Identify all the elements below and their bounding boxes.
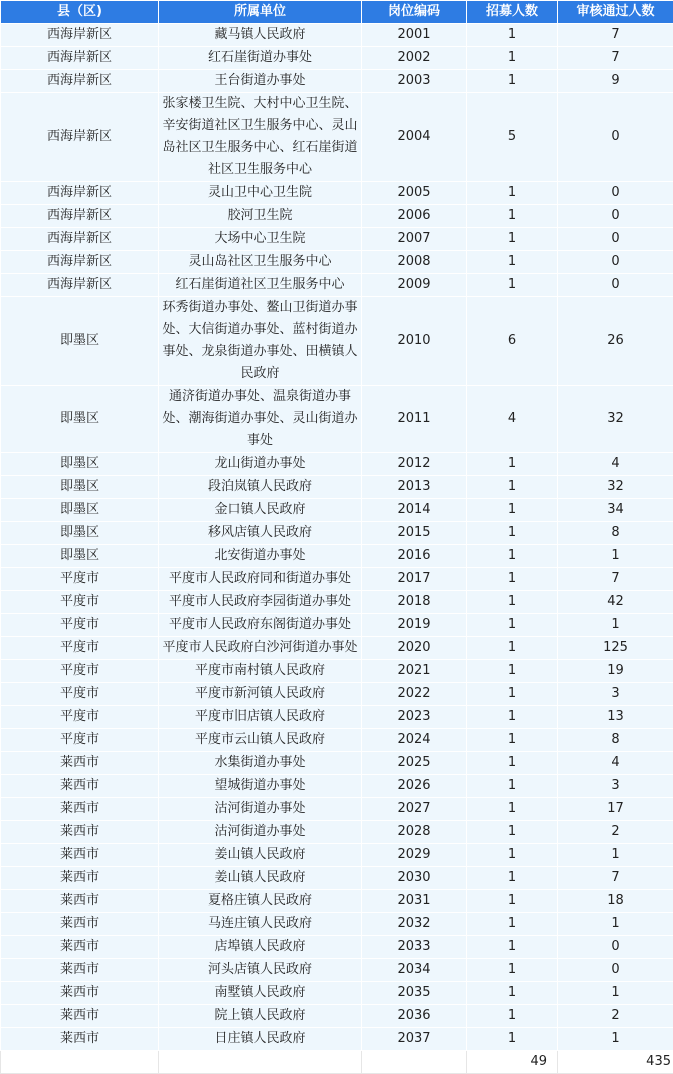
unit-cell: 北安街道办事处 <box>159 545 362 568</box>
total-recruit-count: 49 <box>467 1051 558 1074</box>
unit-cell: 大场中心卫生院 <box>159 228 362 251</box>
code-cell: 2012 <box>362 453 467 476</box>
table-row <box>1 890 673 913</box>
county-cell: 西海岸新区 <box>1 228 159 251</box>
unit-cell: 沽河街道办事处 <box>159 821 362 844</box>
code-cell: 2003 <box>362 70 467 93</box>
recruit-count-cell: 1 <box>467 683 558 706</box>
totals-empty-cell <box>362 1051 467 1074</box>
unit-cell: 平度市人民政府李园街道办事处 <box>159 591 362 614</box>
county-cell: 西海岸新区 <box>1 24 159 47</box>
code-cell: 2024 <box>362 729 467 752</box>
recruit-count-cell: 1 <box>467 913 558 936</box>
unit-cell: 段泊岚镇人民政府 <box>159 476 362 499</box>
table-row <box>1 205 673 228</box>
table-row <box>1 70 673 93</box>
passed-count-cell: 18 <box>558 890 673 913</box>
county-cell: 平度市 <box>1 729 159 752</box>
unit-cell: 红石崖街道办事处 <box>159 47 362 70</box>
unit-cell: 平度市新河镇人民政府 <box>159 683 362 706</box>
recruit-count-cell: 1 <box>467 476 558 499</box>
unit-cell: 姜山镇人民政府 <box>159 844 362 867</box>
county-cell: 西海岸新区 <box>1 251 159 274</box>
recruit-count-cell: 1 <box>467 24 558 47</box>
county-cell: 平度市 <box>1 706 159 729</box>
code-cell: 2008 <box>362 251 467 274</box>
table-row <box>1 228 673 251</box>
code-cell: 2007 <box>362 228 467 251</box>
code-cell: 2014 <box>362 499 467 522</box>
table-header-row <box>1 1 673 24</box>
unit-cell: 望城街道办事处 <box>159 775 362 798</box>
code-cell: 2010 <box>362 297 467 386</box>
unit-cell: 金口镇人民政府 <box>159 499 362 522</box>
county-cell: 平度市 <box>1 568 159 591</box>
table-row <box>1 1028 673 1051</box>
passed-count-cell: 32 <box>558 476 673 499</box>
totals-empty-cell <box>1 1051 159 1074</box>
passed-count-cell: 7 <box>558 24 673 47</box>
recruit-count-cell: 1 <box>467 182 558 205</box>
code-cell: 2033 <box>362 936 467 959</box>
code-cell: 2004 <box>362 93 467 182</box>
unit-cell: 平度市旧店镇人民政府 <box>159 706 362 729</box>
passed-count-cell: 1 <box>558 844 673 867</box>
county-cell: 莱西市 <box>1 752 159 775</box>
header-unit: 所属单位 <box>159 1 362 24</box>
code-cell: 2028 <box>362 821 467 844</box>
code-cell: 2009 <box>362 274 467 297</box>
passed-count-cell: 1 <box>558 614 673 637</box>
recruit-count-cell: 1 <box>467 936 558 959</box>
table-row <box>1 867 673 890</box>
county-cell: 莱西市 <box>1 821 159 844</box>
passed-count-cell: 1 <box>558 1028 673 1051</box>
header-code: 岗位编码 <box>362 1 467 24</box>
unit-cell: 张家楼卫生院、大村中心卫生院、辛安街道社区卫生服务中心、灵山岛社区卫生服务中心、红石崖街道社区卫生服务中心 <box>159 93 362 182</box>
code-cell: 2031 <box>362 890 467 913</box>
unit-cell: 平度市人民政府东阁街道办事处 <box>159 614 362 637</box>
table-row <box>1 545 673 568</box>
recruit-count-cell: 1 <box>467 798 558 821</box>
county-cell: 即墨区 <box>1 386 159 453</box>
county-cell: 莱西市 <box>1 913 159 936</box>
county-cell: 莱西市 <box>1 890 159 913</box>
unit-cell: 水集街道办事处 <box>159 752 362 775</box>
passed-count-cell: 125 <box>558 637 673 660</box>
unit-cell: 平度市人民政府白沙河街道办事处 <box>159 637 362 660</box>
unit-cell: 通济街道办事处、温泉街道办事处、潮海街道办事处、灵山街道办事处 <box>159 386 362 453</box>
county-cell: 西海岸新区 <box>1 274 159 297</box>
code-cell: 2025 <box>362 752 467 775</box>
recruit-count-cell: 1 <box>467 775 558 798</box>
county-cell: 平度市 <box>1 614 159 637</box>
code-cell: 2021 <box>362 660 467 683</box>
recruit-count-cell: 1 <box>467 545 558 568</box>
passed-count-cell: 7 <box>558 867 673 890</box>
recruit-count-cell: 1 <box>467 47 558 70</box>
county-cell: 莱西市 <box>1 1028 159 1051</box>
unit-cell: 平度市人民政府同和街道办事处 <box>159 568 362 591</box>
county-cell: 即墨区 <box>1 453 159 476</box>
passed-count-cell: 19 <box>558 660 673 683</box>
county-cell: 即墨区 <box>1 522 159 545</box>
county-cell: 平度市 <box>1 591 159 614</box>
unit-cell: 南墅镇人民政府 <box>159 982 362 1005</box>
unit-cell: 灵山岛社区卫生服务中心 <box>159 251 362 274</box>
unit-cell: 店埠镇人民政府 <box>159 936 362 959</box>
county-cell: 即墨区 <box>1 545 159 568</box>
unit-cell: 沽河街道办事处 <box>159 798 362 821</box>
passed-count-cell: 1 <box>558 982 673 1005</box>
county-cell: 西海岸新区 <box>1 93 159 182</box>
recruit-count-cell: 1 <box>467 251 558 274</box>
county-cell: 西海岸新区 <box>1 70 159 93</box>
recruit-count-cell: 1 <box>467 1005 558 1028</box>
recruit-count-cell: 1 <box>467 1028 558 1051</box>
county-cell: 莱西市 <box>1 775 159 798</box>
code-cell: 2022 <box>362 683 467 706</box>
unit-cell: 夏格庄镇人民政府 <box>159 890 362 913</box>
table-row <box>1 47 673 70</box>
passed-count-cell: 9 <box>558 70 673 93</box>
table-row <box>1 386 673 453</box>
passed-count-cell: 26 <box>558 297 673 386</box>
code-cell: 2002 <box>362 47 467 70</box>
unit-cell: 胶河卫生院 <box>159 205 362 228</box>
totals-row <box>1 1051 673 1074</box>
passed-count-cell: 0 <box>558 936 673 959</box>
table-row <box>1 982 673 1005</box>
passed-count-cell: 0 <box>558 93 673 182</box>
table-row <box>1 936 673 959</box>
recruit-count-cell: 1 <box>467 205 558 228</box>
county-cell: 莱西市 <box>1 1005 159 1028</box>
recruit-count-cell: 1 <box>467 867 558 890</box>
recruit-count-cell: 5 <box>467 93 558 182</box>
table-row <box>1 251 673 274</box>
code-cell: 2013 <box>362 476 467 499</box>
county-cell: 即墨区 <box>1 297 159 386</box>
code-cell: 2023 <box>362 706 467 729</box>
passed-count-cell: 1 <box>558 913 673 936</box>
code-cell: 2027 <box>362 798 467 821</box>
county-cell: 西海岸新区 <box>1 47 159 70</box>
recruit-count-cell: 1 <box>467 752 558 775</box>
code-cell: 2035 <box>362 982 467 1005</box>
unit-cell: 移风店镇人民政府 <box>159 522 362 545</box>
code-cell: 2030 <box>362 867 467 890</box>
county-cell: 即墨区 <box>1 499 159 522</box>
table-row <box>1 499 673 522</box>
table-row <box>1 844 673 867</box>
passed-count-cell: 8 <box>558 729 673 752</box>
passed-count-cell: 34 <box>558 499 673 522</box>
table-row <box>1 1005 673 1028</box>
header-county: 县（区) <box>1 1 159 24</box>
recruit-count-cell: 1 <box>467 591 558 614</box>
passed-count-cell: 0 <box>558 251 673 274</box>
unit-cell: 河头店镇人民政府 <box>159 959 362 982</box>
table-row <box>1 453 673 476</box>
county-cell: 莱西市 <box>1 959 159 982</box>
unit-cell: 环秀街道办事处、鳌山卫街道办事处、大信街道办事处、蓝村街道办事处、龙泉街道办事处、田横镇人民政府 <box>159 297 362 386</box>
total-passed-count: 435 <box>558 1051 673 1074</box>
recruit-count-cell: 1 <box>467 568 558 591</box>
county-cell: 西海岸新区 <box>1 182 159 205</box>
passed-count-cell: 0 <box>558 182 673 205</box>
passed-count-cell: 4 <box>558 453 673 476</box>
unit-cell: 平度市云山镇人民政府 <box>159 729 362 752</box>
passed-count-cell: 32 <box>558 386 673 453</box>
recruit-count-cell: 1 <box>467 821 558 844</box>
recruit-count-cell: 4 <box>467 386 558 453</box>
unit-cell: 龙山街道办事处 <box>159 453 362 476</box>
recruit-count-cell: 1 <box>467 637 558 660</box>
table-row <box>1 522 673 545</box>
county-cell: 平度市 <box>1 637 159 660</box>
passed-count-cell: 3 <box>558 683 673 706</box>
recruit-count-cell: 1 <box>467 614 558 637</box>
passed-count-cell: 4 <box>558 752 673 775</box>
code-cell: 2037 <box>362 1028 467 1051</box>
table-row <box>1 476 673 499</box>
table-row <box>1 706 673 729</box>
passed-count-cell: 7 <box>558 47 673 70</box>
recruit-count-cell: 1 <box>467 274 558 297</box>
code-cell: 2001 <box>362 24 467 47</box>
table-row <box>1 614 673 637</box>
county-cell: 即墨区 <box>1 476 159 499</box>
code-cell: 2018 <box>362 591 467 614</box>
table-row <box>1 798 673 821</box>
unit-cell: 平度市南村镇人民政府 <box>159 660 362 683</box>
passed-count-cell: 13 <box>558 706 673 729</box>
table-row <box>1 637 673 660</box>
county-cell: 莱西市 <box>1 982 159 1005</box>
county-cell: 平度市 <box>1 660 159 683</box>
table-row <box>1 93 673 182</box>
code-cell: 2026 <box>362 775 467 798</box>
passed-count-cell: 3 <box>558 775 673 798</box>
header-recruit-count: 招募人数 <box>467 1 558 24</box>
passed-count-cell: 2 <box>558 1005 673 1028</box>
recruit-count-cell: 1 <box>467 499 558 522</box>
county-cell: 西海岸新区 <box>1 205 159 228</box>
recruit-count-cell: 1 <box>467 890 558 913</box>
recruit-count-cell: 1 <box>467 729 558 752</box>
table-body <box>1 24 673 1051</box>
recruit-count-cell: 1 <box>467 228 558 251</box>
code-cell: 2017 <box>362 568 467 591</box>
code-cell: 2006 <box>362 205 467 228</box>
recruit-count-cell: 1 <box>467 70 558 93</box>
table-row <box>1 683 673 706</box>
table-row <box>1 660 673 683</box>
header-passed-count: 审核通过人数 <box>558 1 673 24</box>
code-cell: 2020 <box>362 637 467 660</box>
passed-count-cell: 0 <box>558 228 673 251</box>
code-cell: 2015 <box>362 522 467 545</box>
county-cell: 莱西市 <box>1 844 159 867</box>
recruit-count-cell: 1 <box>467 982 558 1005</box>
county-cell: 莱西市 <box>1 798 159 821</box>
passed-count-cell: 0 <box>558 274 673 297</box>
code-cell: 2019 <box>362 614 467 637</box>
code-cell: 2016 <box>362 545 467 568</box>
recruit-count-cell: 1 <box>467 844 558 867</box>
passed-count-cell: 2 <box>558 821 673 844</box>
table-row <box>1 591 673 614</box>
table-row <box>1 182 673 205</box>
code-cell: 2011 <box>362 386 467 453</box>
passed-count-cell: 8 <box>558 522 673 545</box>
totals-empty-cell <box>159 1051 362 1074</box>
unit-cell: 马连庄镇人民政府 <box>159 913 362 936</box>
unit-cell: 藏马镇人民政府 <box>159 24 362 47</box>
recruit-count-cell: 1 <box>467 522 558 545</box>
passed-count-cell: 0 <box>558 959 673 982</box>
table-row <box>1 959 673 982</box>
passed-count-cell: 0 <box>558 205 673 228</box>
unit-cell: 姜山镇人民政府 <box>159 867 362 890</box>
recruit-count-cell: 6 <box>467 297 558 386</box>
passed-count-cell: 1 <box>558 545 673 568</box>
table-row <box>1 729 673 752</box>
recruit-count-cell: 1 <box>467 660 558 683</box>
unit-cell: 王台街道办事处 <box>159 70 362 93</box>
passed-count-cell: 42 <box>558 591 673 614</box>
table-row <box>1 752 673 775</box>
table-row <box>1 297 673 386</box>
code-cell: 2029 <box>362 844 467 867</box>
recruit-count-cell: 1 <box>467 453 558 476</box>
unit-cell: 红石崖街道社区卫生服务中心 <box>159 274 362 297</box>
table-row <box>1 24 673 47</box>
table-row <box>1 568 673 591</box>
code-cell: 2036 <box>362 1005 467 1028</box>
unit-cell: 日庄镇人民政府 <box>159 1028 362 1051</box>
passed-count-cell: 17 <box>558 798 673 821</box>
code-cell: 2032 <box>362 913 467 936</box>
county-cell: 莱西市 <box>1 936 159 959</box>
recruit-count-cell: 1 <box>467 706 558 729</box>
table-row <box>1 913 673 936</box>
table-row <box>1 821 673 844</box>
table-row <box>1 274 673 297</box>
code-cell: 2034 <box>362 959 467 982</box>
recruit-count-cell: 1 <box>467 959 558 982</box>
passed-count-cell: 7 <box>558 568 673 591</box>
unit-cell: 灵山卫中心卫生院 <box>159 182 362 205</box>
code-cell: 2005 <box>362 182 467 205</box>
table-row <box>1 775 673 798</box>
unit-cell: 院上镇人民政府 <box>159 1005 362 1028</box>
county-cell: 莱西市 <box>1 867 159 890</box>
county-cell: 平度市 <box>1 683 159 706</box>
